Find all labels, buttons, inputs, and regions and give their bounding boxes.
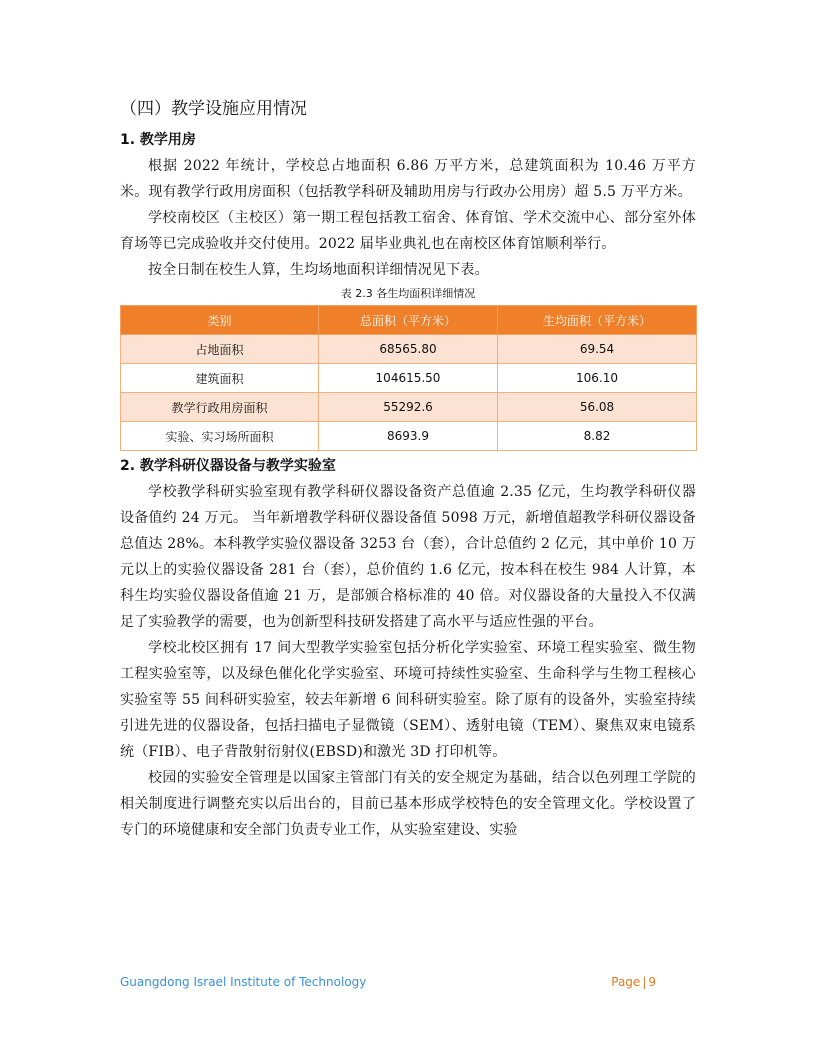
table-cell: 69.54 — [498, 335, 697, 364]
table-cell: 教学行政用房面积 — [121, 393, 319, 422]
footer-page-label: Page — [611, 975, 641, 989]
table-row — [121, 335, 697, 364]
table-cell: 56.08 — [498, 393, 697, 422]
table-cell: 8693.9 — [319, 422, 498, 451]
table-cell: 建筑面积 — [121, 364, 319, 393]
table-header-total-area: 总面积（平方米） — [319, 306, 498, 335]
table-cell: 占地面积 — [121, 335, 319, 364]
paragraph: 学校教学科研实验室现有教学科研仪器设备资产总值逾 2.35 亿元，生均教学科研仪器设备值约 24 万元。 当年新增教学科研仪器设备值 5098 万元，新增值超教学科研仪器设备总值达 28%。本科教学实验仪器设备 3253 台（套），合计总值约 2 亿元，其中单价 10 万元以上的实验仪器设备 281 台（套），总价值约 1.6 亿元，按本科在校生 984 人计算，本科生均实验仪器设备值逾 21 万，是部颁合格标准的 40 倍。对仪器设备的大量投入不仅满足了实验教学的需要，也为创新型科技研发搭建了高水平与适应性强的平台。 — [120, 484, 696, 630]
table-cell: 8.82 — [498, 422, 697, 451]
table-cell: 104615.50 — [319, 364, 498, 393]
page-content — [120, 95, 696, 843]
table-row — [121, 364, 697, 393]
footer-page-indicator — [611, 975, 656, 989]
table-header-category: 类别 — [121, 306, 319, 335]
area-per-student-table — [120, 305, 697, 451]
paragraph: 按全日制在校生人算，生均场地面积详细情况见下表。 — [148, 262, 489, 278]
paragraph: 学校北校区拥有 17 间大型教学实验室包括分析化学实验室、环境工程实验室、微生物工程实验室等，以及绿色催化化学实验室、环境可持续性实验室、生命科学与生物工程核心实验室等 55 间科研实验室，较去年新增 6 间科研实验室。除了原有的设备外，实验室持续引进先进的仪器设备，包括扫描电子显微镜（SEM）、透射电镜（TEM）、聚焦双束电镜系统（FIB）、电子背散射衍射仪(EBSD)和激光 3D 打印机等。 — [120, 640, 696, 760]
paragraph: 学校南校区（主校区）第一期工程包括教工宿舍、体育馆、学术交流中心、部分室外体育场等已完成验收并交付使用。2022 届毕业典礼也在南校区体育馆顺利举行。 — [120, 210, 696, 252]
table-cell: 实验、实习场所面积 — [121, 422, 319, 451]
table-row — [121, 393, 697, 422]
footer-institution-name: Guangdong Israel Institute of Technology — [120, 975, 367, 989]
paragraph: 根据 2022 年统计，学校总占地面积 6.86 万平方米，总建筑面积为 10.46 万平方米。现有教学行政用房面积（包括教学科研及辅助用房与行政办公用房）超 5.5 万平方米。 — [120, 158, 696, 200]
table-row — [121, 422, 697, 451]
subsection-title-teaching-rooms: 1. 教学用房 — [120, 132, 196, 148]
footer-separator: | — [642, 975, 647, 989]
table-caption: 表 2.3 各生均面积详细情况 — [340, 287, 476, 300]
paragraph: 校园的实验安全管理是以国家主管部门有关的安全规定为基础，结合以色列理工学院的相关制度进行调整充实以后出台的，目前已基本形成学校特色的安全管理文化。学校设置了专门的环境健康和安全部门负责专业工作，从实验室建设、实验 — [120, 770, 696, 838]
footer-page-number: 9 — [648, 975, 656, 989]
table-cell: 68565.80 — [319, 335, 498, 364]
table-cell: 106.10 — [498, 364, 697, 393]
table-header-row — [121, 306, 697, 335]
page-footer — [120, 975, 656, 993]
table-header-per-student-area: 生均面积（平方米） — [498, 306, 697, 335]
subsection-title-equipment-labs: 2. 教学科研仪器设备与教学实验室 — [120, 458, 336, 474]
table-cell: 55292.6 — [319, 393, 498, 422]
section-title: （四）教学设施应用情况 — [120, 99, 307, 119]
